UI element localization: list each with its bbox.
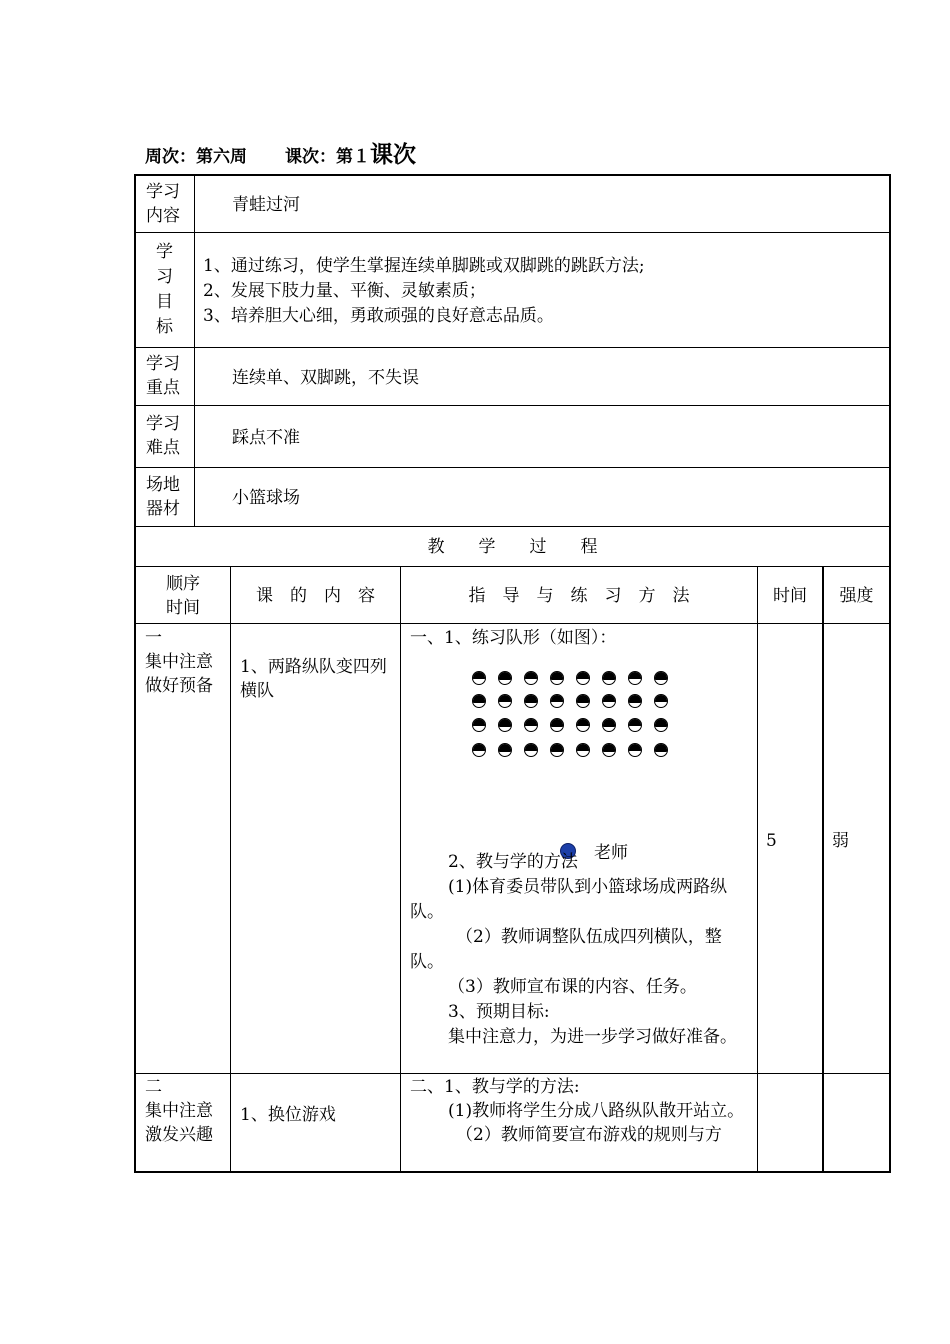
- lesson-header: [145, 136, 416, 169]
- col-content: 课 的 内 容: [256, 586, 375, 606]
- week-label: 周次：第六周: [145, 147, 247, 167]
- row1-intensity: 弱: [832, 831, 849, 851]
- teacher-label: 老师: [594, 843, 628, 863]
- row2-content: 1、换位游戏: [240, 1105, 336, 1125]
- col-method: 指 导 与 练 习 方 法: [468, 586, 690, 606]
- venue-label: 场地 器材: [146, 475, 180, 519]
- col-intensity: 强度: [839, 586, 874, 606]
- goal-item: 3、培养胆大心细，勇敢顽强的良好意志品质。: [203, 306, 554, 326]
- goal-item: 2、发展下肢力量、平衡、灵敏素质；: [203, 281, 486, 301]
- row1-method: 2、教与学的方法 (1)体育委员带队到小篮球场成两路纵队。 （2）教师调整队伍成四列横队，整队。 （3）教师宣布课的内容、任务。 3、预期目标: 集中注意力，为进一步学习做好准备。: [410, 852, 737, 1047]
- row1-content: 1、两路纵队变四列横队: [240, 657, 387, 701]
- col-order: 顺序 时间: [166, 574, 200, 618]
- process-title: 教 学 过 程: [427, 537, 598, 557]
- difficulty-label: 学习 难点: [146, 414, 180, 458]
- row2-method: 二、1、教与学的方法: (1)教师将学生分成八路纵队散开站立。 （2）教师简要宣布游戏的规则与方: [410, 1077, 745, 1145]
- goal-label: 学 习 目 标: [156, 242, 173, 337]
- lesson-label: 课次：第１: [285, 147, 370, 167]
- goal-list: [203, 254, 645, 329]
- lesson-label-large: 课次: [370, 141, 416, 168]
- key-value: 连续单、双脚跳，不失误: [232, 368, 419, 388]
- row1-time: 5: [766, 831, 777, 851]
- venue-value: 小篮球场: [232, 488, 300, 508]
- key-label: 学习 重点: [146, 354, 180, 398]
- row2-order: 二 集中注意 激发兴趣: [145, 1077, 213, 1145]
- difficulty-value: 踩点不准: [232, 428, 300, 448]
- content-value: 青蛙过河: [232, 195, 300, 215]
- goal-item: 1、通过练习，使学生掌握连续单脚跳或双脚跳的跳跃方法;: [203, 256, 645, 276]
- content-label: 学习 内容: [146, 182, 180, 226]
- row1-order: 一 集中注意 做好预备: [145, 628, 213, 696]
- formation-diagram: [470, 668, 670, 768]
- row1-method-title: 一、1、练习队形（如图）：: [410, 628, 617, 648]
- col-time: 时间: [773, 586, 807, 606]
